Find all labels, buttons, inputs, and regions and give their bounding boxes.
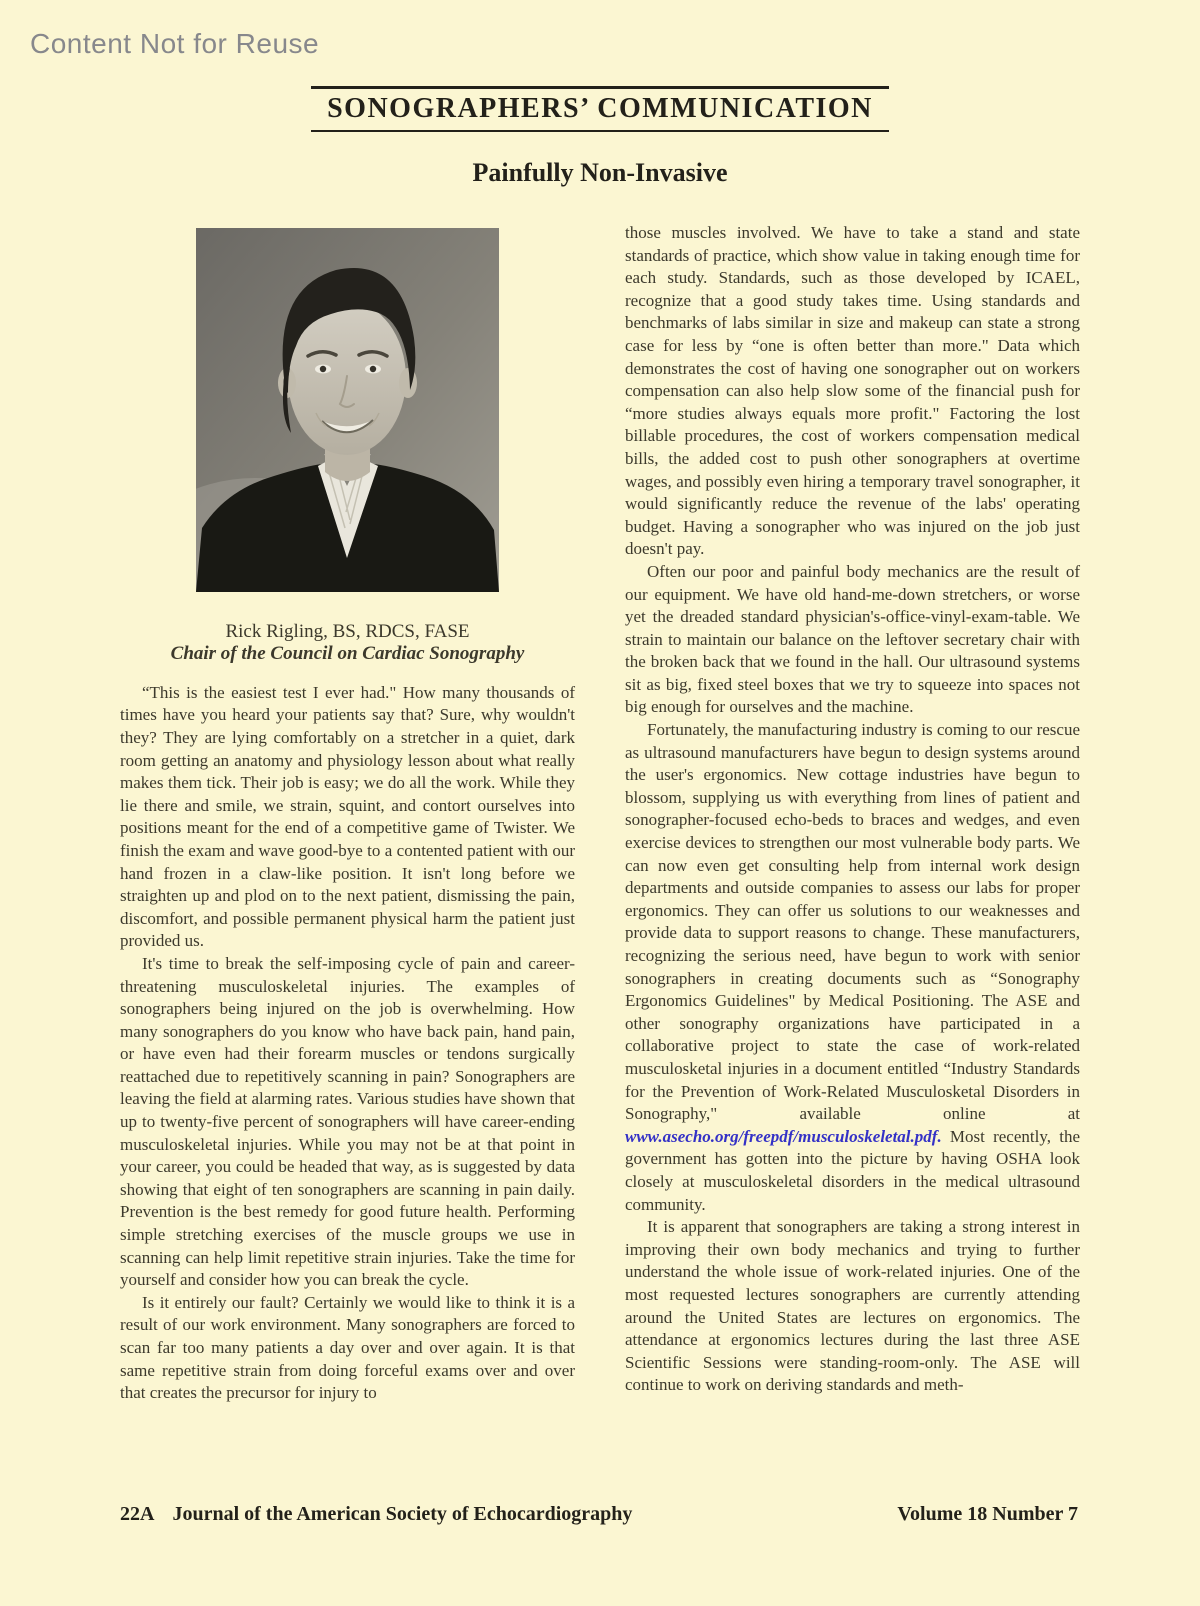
right-column xyxy=(625,222,1080,1405)
paragraph-text: Fortunately, the manufacturing industry is coming to our rescue as ultrasound manufacturers have begun to design systems around the user's ergonomics. New cottage industries have begun to blossom, supplying us with everything from lines of patient and sonographer-focused echo-beds to braces and wedges, and even exercise devices to strengthen our most vulnerable body parts. We can now even get consulting help from internal work design departments and outside companies to assess our labs for proper ergonomics. They can offer us solutions to our weaknesses and provide data to support reasons to change. These manufacturers, recognizing the serious need, have begun to work with senior sonographers in creating documents such as “Sonography Ergonomics Guidelines" by Medical Positioning. The ASE and other sonography organizations have participated in a collaborative project to state the case of work-related musculosketal injuries in a document entitled “Industry Standards for the Prevention of Work-Related Musculosketal Disorders in Sonography," available online at xyxy=(625,720,1080,1124)
author-photo xyxy=(120,228,575,599)
left-column xyxy=(120,222,575,1405)
watermark: Content Not for Reuse xyxy=(30,28,320,59)
paragraph-text: Most recently, the government has gotten into the picture by having OSHA look closely at musculoskeletal disorders in the medical ultrasound community. xyxy=(625,1126,1080,1214)
body-paragraph: “This is the easiest test I ever had." How many thousands of times have you heard your patients say that? Sure, why wouldn't they? They are lying comfortably on a stretcher in a quiet, dark room getting an anatomy and physiology lesson about what really makes them tick. Their job is easy; we do all the work. While they lie there and smile, we strain, squint, and contort ourselves into positions meant for the end of a competitive game of Twister. We finish the exam and wave good-bye to a contented patient with our hand frozen in a claw-like position. It isn't long before we straighten up and plod on to the next patient, dismissing the pain, discomfort, and possible permanent physical harm the patient just provided us. xyxy=(120,682,575,951)
section-title: SONOGRAPHERS’ COMMUNICATION xyxy=(311,86,889,132)
footer-left xyxy=(120,1503,632,1526)
portrait-photo xyxy=(196,228,499,592)
body-paragraph: those muscles involved. We have to take a stand and state standards of practice, which show value in taking enough time for each study. Standards, such as those developed by ICAEL, recognize that a good study takes time. Using standards and benchmarks of labs similar in size and makeup can state a strong case for less by “one is often better than more." Data which demonstrates the cost of having one sonographer out on workers compensation can also help slow some of the financial push for “more studies always equals more profit." Factoring the lost billable procedures, the cost of workers compensation medical bills, the added cost to push other sonographers at overtime wages, and possibly even hiring a temporary travel sonographer, it would significantly reduce the revenue of the labs' operating budget. Having a sonographer who was injured on the job just doesn't pay. xyxy=(625,223,1080,559)
author-role: Chair of the Council on Cardiac Sonography xyxy=(170,643,525,665)
author-name: Rick Rigling, BS, RDCS, FASE xyxy=(225,620,470,642)
body-paragraph: Often our poor and painful body mechanics are the result of our equipment. We have old hand-me-down stretchers, or worse yet the dreaded standard physician's-office-vinyl-exam-table. We strain to maintain our balance on the leftover secretary chair with the broken back that we found in the hall. Our ultrasound systems sit as big, fixed steel boxes that we try to squeeze into spaces not big enough for ourselves and the machine. xyxy=(625,561,1080,717)
body-paragraph: It's time to break the self-imposing cycle of pain and career-threatening musculoskeletal injuries. The examples of sonographers being injured on the job is overwhelming. How many sonographers do you know who have back pain, hand pain, or have even had their forearm muscles or tendons surgically reattached due to repetitively scanning in pain? Sonographers are leaving the field at alarming rates. Various studies have shown that up to twenty-five percent of sonographers will have career-ending musculoskeletal injuries. While you may not be at that point in your career, you could be headed that way, as is suggested by data showing that eight of ten sonographers are scanning in pain daily. Prevention is the best remedy for good future health. Performing simple stretching exercises of the muscle groups we use in scanning can help limit repetitive strain injuries. Take the time for yourself and consider how you can break the cycle. xyxy=(120,953,575,1290)
volume-number: Volume 18 Number 7 xyxy=(897,1503,1078,1525)
body-paragraph xyxy=(625,719,1080,1216)
page-number: 22A xyxy=(120,1503,155,1525)
article-title: Painfully Non-Invasive xyxy=(472,158,728,187)
body-paragraph: It is apparent that sonographers are taking a strong interest in improving their own body mechanics and trying to further understand the whole issue of work-related injuries. One of the most requested lectures sonographers are currently attending around the United States are lectures on ergonomics. The attendance at ergonomics lectures during the last three ASE Scientific Sessions were standing-room-only. The ASE will continue to work on deriving standards and meth- xyxy=(625,1217,1080,1395)
musculoskeletal-pdf-link[interactable]: www.asecho.org/freepdf/musculoskeletal.pdf. xyxy=(625,1126,942,1146)
article-body xyxy=(120,222,1080,1405)
journal-name: Journal of the American Society of Echocardiography xyxy=(172,1503,633,1525)
body-paragraph: Is it entirely our fault? Certainly we would like to think it is a result of our work environment. Many sonographers are forced to scan far too many patients a day over and over again. It is that same repetitive strain from doing forceful exams over and over that creates the precursor for injury to xyxy=(120,1292,575,1403)
page-footer xyxy=(120,1503,1078,1526)
